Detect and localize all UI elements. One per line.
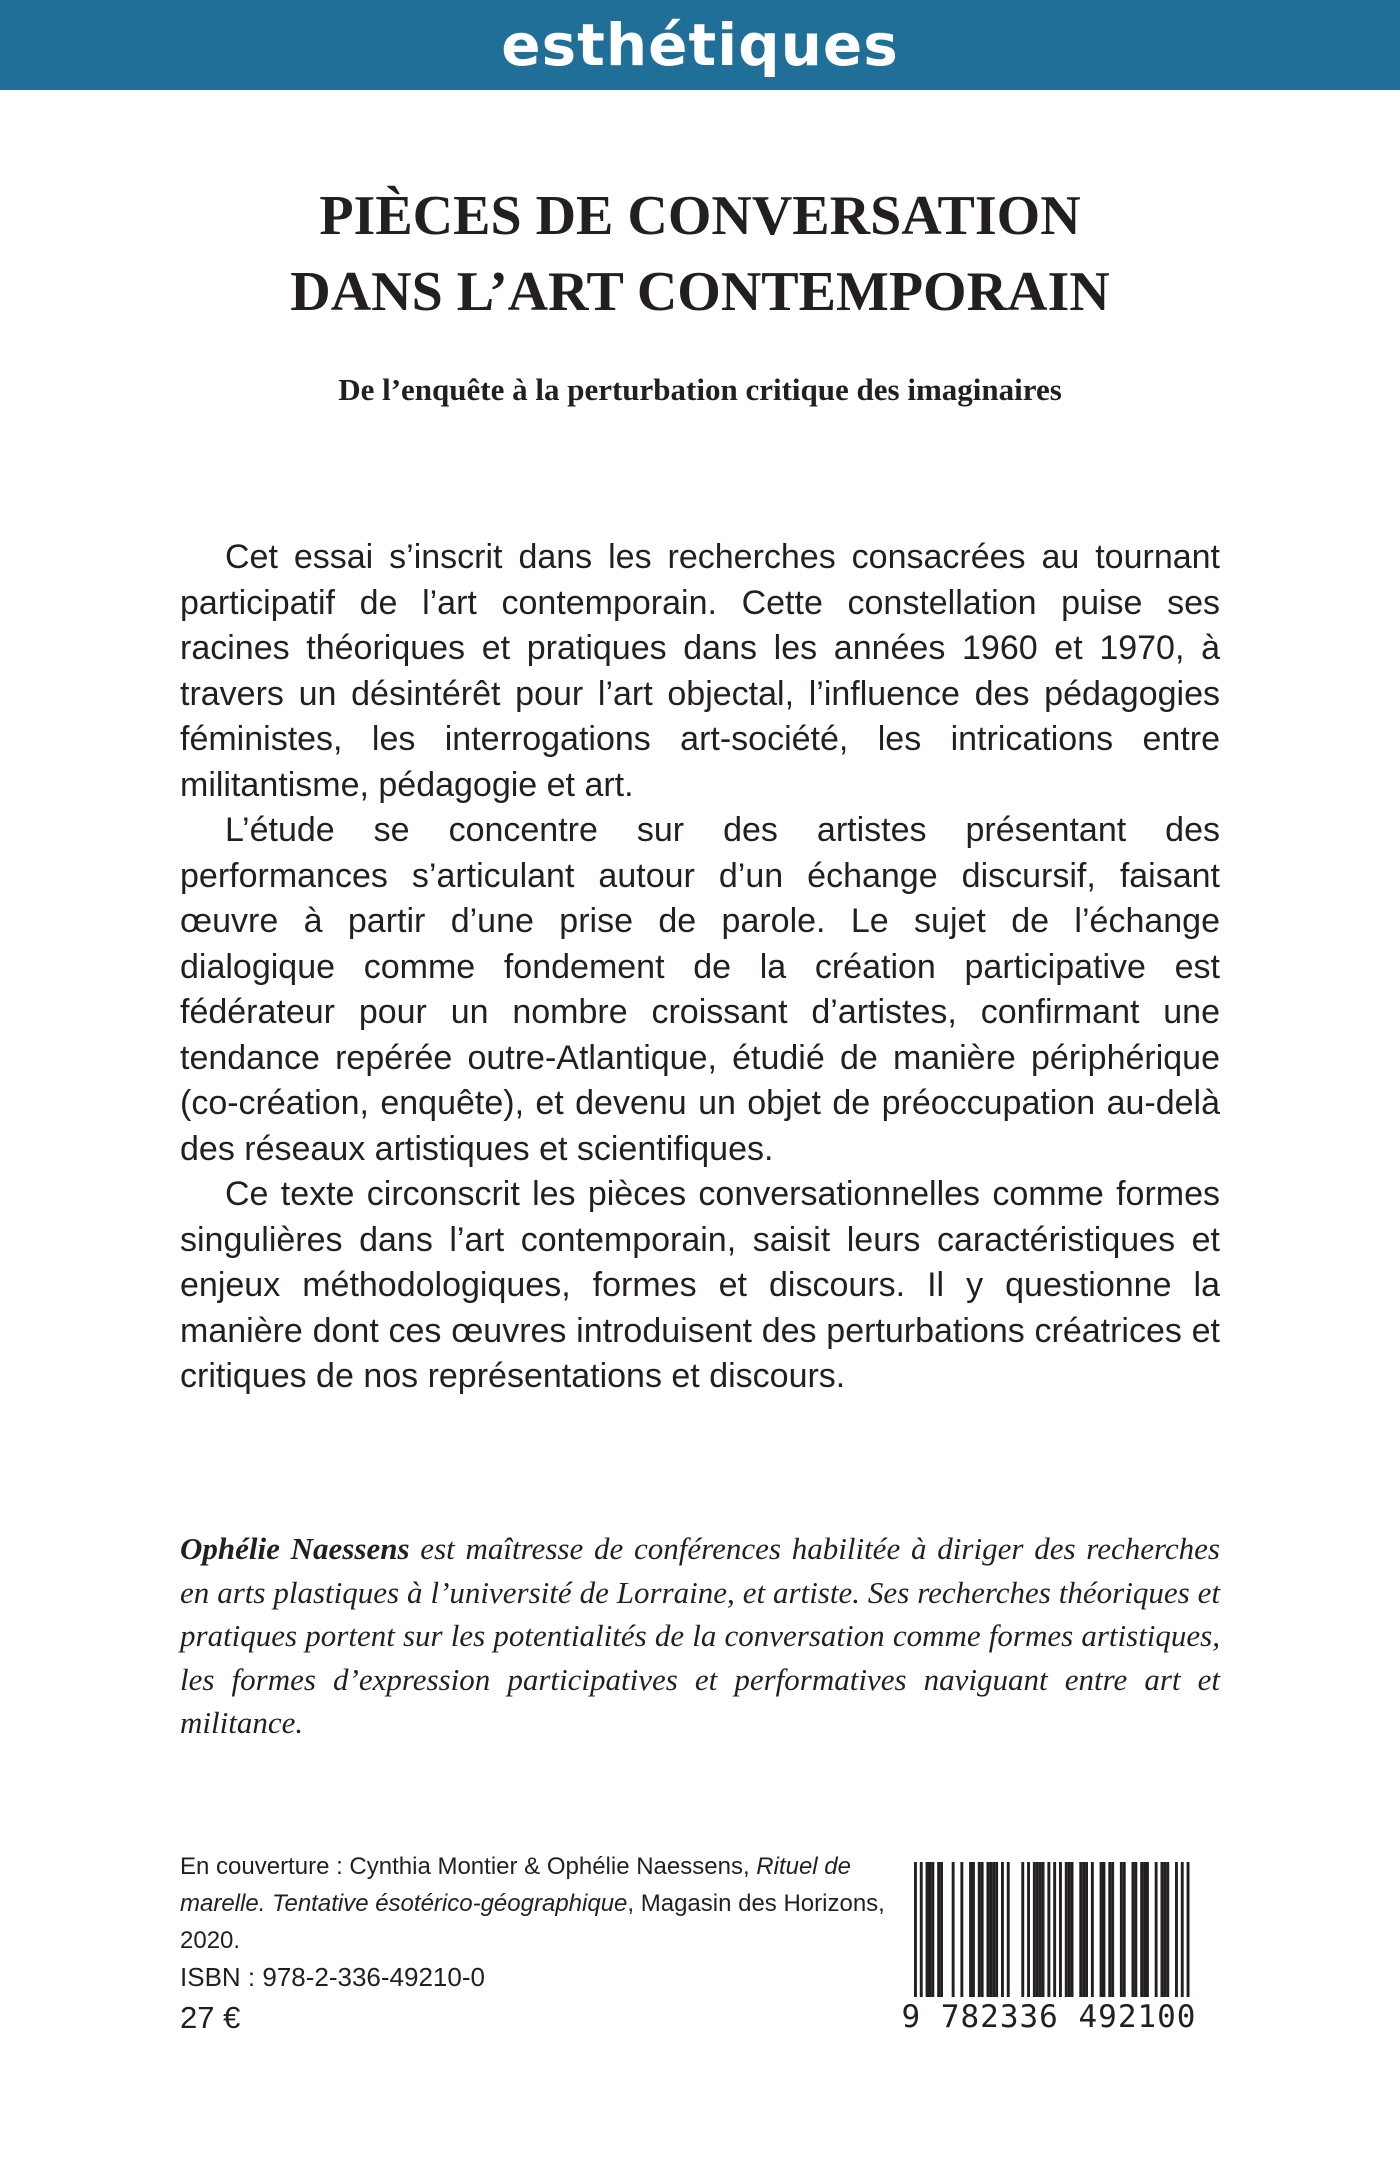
barcode-bar [1039, 1862, 1042, 2002]
barcode-bar [1068, 1862, 1071, 2002]
author-bio [180, 1527, 1220, 1745]
barcode-bar [1059, 1862, 1062, 2002]
barcode-bar [1155, 1862, 1158, 2002]
blurb-paragraph-3: Ce texte circonscrit les pièces conversationnelles comme formes singulières dans l’art contemporain, saisit leurs caractéristiques et enjeux méthodologiques, formes et discours. Il y questionne la manière dont ces œuvres introduisent des perturbations créatrices et critiques de nos représentations et discours. [180, 1175, 1220, 1395]
barcode-bar [1140, 1862, 1143, 2002]
author-bio-text: est maîtresse de conférences habilitée à diriger des recherches en arts plastiques à l’université de Lorraine, et artiste. Ses recherches théoriques et pratiques portent sur les potentialités de la conversation comme formes artistiques, les formes d’expression participatives et performatives naviguant entre art et militance. [180, 1531, 1220, 1740]
barcode-bar [1166, 1862, 1169, 2002]
barcode-bar [960, 1862, 963, 2002]
barcode-bar [1021, 1862, 1024, 2002]
barcode-bar [952, 1862, 955, 2002]
barcode-bar [1007, 1862, 1010, 2002]
collection-banner [0, 0, 1400, 90]
barcode-bar [1132, 1862, 1135, 2002]
barcode-bar [1033, 1862, 1036, 2002]
barcode-bar [1175, 1862, 1178, 2002]
blurb [180, 535, 1220, 1400]
book-title-line-1: PIÈCES DE CONVERSATION [319, 185, 1081, 247]
barcode-digits: 9 782336 492100 [896, 1997, 1202, 2037]
isbn: ISBN : 978-2-336-49210-0 [180, 1962, 485, 1992]
book-subtitle: De l’enquête à la perturbation critique des imaginaires [338, 372, 1062, 407]
barcode-bar [1123, 1862, 1126, 2002]
barcode-bar [995, 1862, 998, 2002]
barcode-bar [1161, 1862, 1164, 2002]
cover-artwork-title: Rituel de marelle. Tentative ésotérico-géographique [180, 1853, 852, 1917]
barcode-bar [981, 1862, 984, 2002]
barcode-bar [1134, 1862, 1137, 2002]
barcode-bar [1111, 1862, 1114, 2002]
barcode-bar [1163, 1862, 1166, 2002]
barcode-bar [1001, 1862, 1004, 2002]
barcode-bar [989, 1862, 992, 2002]
barcode-bar [1108, 1862, 1111, 2002]
barcode-bar [1027, 1862, 1030, 2002]
barcode-bar [937, 1862, 940, 2002]
barcode-bar [1103, 1862, 1106, 2002]
book-title-line-2: DANS L’ART CONTEMPORAIN [290, 261, 1110, 323]
barcode-bar [926, 1862, 929, 2002]
cover-credit-prefix: En couverture : Cynthia Montier & Ophélie Naessens, [180, 1853, 757, 1880]
barcode-bar [992, 1862, 995, 2002]
barcode-bar [978, 1862, 981, 2002]
barcode-bar [969, 1862, 972, 2002]
barcode-bar [987, 1862, 990, 2002]
barcode-bar [1071, 1862, 1074, 2002]
barcode-bar [940, 1862, 943, 2002]
cover-credit-suffix: , Magasin des Horizons, 2020. [180, 1890, 885, 1954]
barcode-bar [972, 1862, 975, 2002]
barcode-bar [1079, 1862, 1082, 2002]
barcode-bar [1100, 1862, 1103, 2002]
blurb-paragraph-1: Cet essai s’inscrit dans les recherches consacrées au tournant participatif de l’art contemporain. Cette constellation puise ses racines théoriques et pratiques dans les années 1960 et 1970, à travers un désintérêt pour l’art objectal, l’influence des pédagogies féministes, les interrogations art-société, les intrications entre militantisme, pédagogie et art. [180, 538, 1220, 804]
barcode-bar [1065, 1862, 1068, 2002]
barcode-bar [931, 1862, 934, 2002]
cover-credit [180, 1848, 920, 1959]
barcode-bar [1146, 1862, 1149, 2002]
barcode-bar [1143, 1862, 1146, 2002]
collection-name: esthétiques [501, 11, 899, 79]
blurb-paragraph-2: L’étude se concentre sur des artistes présentant des performances s’articulant autour d’un échange discursif, faisant œuvre à partir d’une prise de parole. Le sujet de l’échange dialogique comme fondement de la création participative est fédérateur pour un nombre croissant d’artistes, confirmant une tendance repérée outre-Atlantique, étudié de manière périphérique (co-création, enquête), et devenu un objet de préoccupation au-delà des réseaux artistiques et scientifiques. [180, 811, 1220, 1168]
barcode-bar [1120, 1862, 1123, 2002]
barcode-bar [929, 1862, 932, 2002]
barcode-bar [1091, 1862, 1094, 2002]
barcode-bar [1036, 1862, 1039, 2002]
barcode-bar [1085, 1862, 1088, 2002]
book-title [0, 178, 1400, 330]
barcode-bar [1082, 1862, 1085, 2002]
barcode-bar [1042, 1862, 1045, 2002]
price: 27 € [180, 2000, 241, 2035]
author-name: Ophélie Naessens [180, 1531, 410, 1566]
